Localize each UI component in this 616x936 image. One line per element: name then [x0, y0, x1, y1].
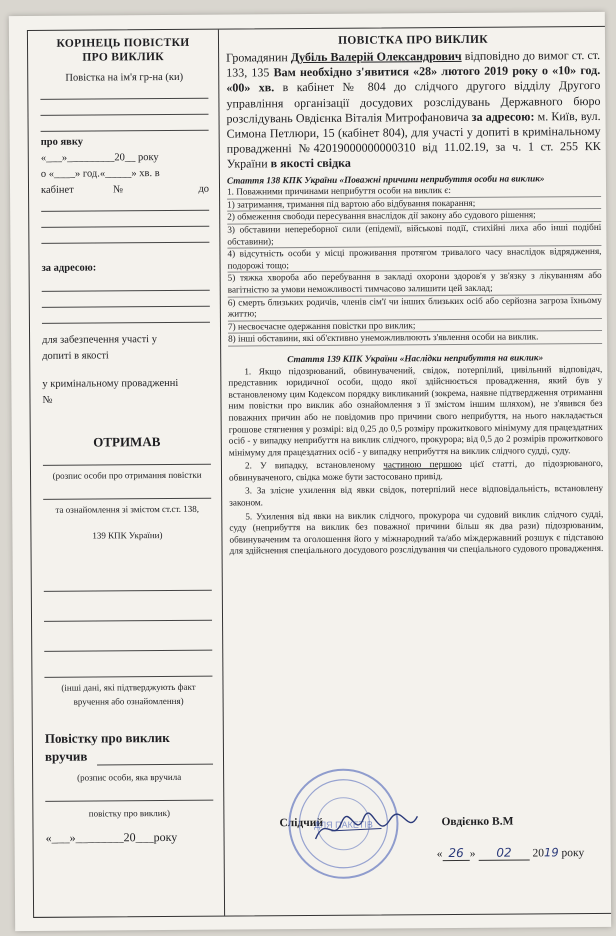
- stamp-text: ДЛЯ ПАКЕТІВ: [314, 819, 373, 830]
- stub-title: [28, 36, 218, 65]
- article-138-title: Стаття 138 КПК України «Поважні причини неприбуття особи на виклик»: [226, 172, 545, 186]
- stub-rule: [42, 290, 210, 292]
- stub-rule: [41, 130, 209, 132]
- stub-crim-no: №: [42, 394, 53, 406]
- notice-text-a: відповідно до вимог ст. ст. 133, 135: [226, 47, 601, 80]
- delivered-note2: повістку про виклик): [88, 807, 170, 819]
- delivered-line1: Повістку про виклик: [44, 729, 170, 746]
- article-138: [227, 173, 602, 347]
- article-138-item: 7) несвоєчасне одержання повістки про виклик;: [228, 319, 602, 334]
- notice-text-e: м. Київ, вул. Симона Петлюри, 15 (кабінет 804), для участі у допиті в кримінальному провадженні №42019000000000310 від 11.02.19, за ч. 1 ст. 255 КК України: [226, 108, 601, 171]
- received-note3: 139 КПК України): [92, 530, 163, 541]
- date-year-prefix: 20: [529, 847, 545, 860]
- stub-for-line1: для забезпечення участі у: [42, 334, 157, 346]
- stub-address-label: за адресою:: [41, 262, 97, 274]
- other-note2: вручення або ознайомлення): [73, 695, 184, 707]
- stub-rule: [45, 800, 213, 802]
- stub-rule: [44, 620, 212, 622]
- stub-rule: [40, 98, 208, 100]
- other-note1: (інші дані, які підтверджують факт: [61, 681, 196, 693]
- notice-title: ПОВІСТКА ПРО ВИКЛИК: [338, 33, 488, 47]
- article-138-item: 2) обмеження свободи пересування внаслідок дії закону або судового рішення;: [227, 209, 601, 224]
- stub-date-line: «___»_________20__ року: [40, 152, 159, 164]
- article-139: [228, 352, 603, 558]
- article-138-item: 1) затримання, тримання під вартою або відбування покарання;: [227, 197, 601, 212]
- stub-rule: [44, 676, 212, 678]
- article-139-p1: 1. Якщо підозрюваний, обвинувачений, свідок, потерпілий, цивільний відповідач, представник юридичної особи, щодо якої здійснюється провадження, який був у встановленому цим Кодексом порядку викликаний (зокрема, наявне підтвердження отримання ним повістки про виклик або ознайомлення з її змістом іншим шляхом), не з'явився без поважних причин або не повідомив про причини свого неприбуття, на нього накладається грошове стягнення у розмірі: від 0,25 до 0,5 розміру прожиткового мінімуму для працездатних осіб - у випадку неприбуття на виклик слідчого, прокурора; від 0,5 до 2 розмірів прожиткового мінімуму для працездатних осіб - у випадку неприбуття на виклик слідчого судді, суду.: [228, 363, 603, 458]
- notice-text-d: за адресою:: [471, 109, 535, 124]
- citizen-name: Дубіль Валерій Олександрович: [290, 48, 462, 65]
- stub-rule: [41, 114, 209, 116]
- stub-rule: [43, 464, 211, 466]
- date-year-handwritten: 19: [543, 845, 559, 860]
- citizen-label: Громадянин: [226, 50, 288, 65]
- stub-title-line2: ПРО ВИКЛИК: [82, 51, 164, 64]
- received-note2: та ознайомлення зі змістом ст.ст. 138,: [55, 503, 200, 515]
- document-frame: [27, 26, 611, 918]
- notice-text-b: Вам необхідно з'явитися «28» лютого 2019 року о «10» год. «00» хв.: [226, 63, 601, 95]
- stub-rule: [41, 242, 209, 244]
- stub-cabinet-label: кабінет: [40, 184, 74, 196]
- stub-date-bottom: «___»________20___року: [45, 829, 178, 845]
- stub-rule: [43, 498, 211, 500]
- summons-sheet: [9, 12, 611, 931]
- stub-rule: [42, 306, 210, 308]
- handwritten-signature: [311, 808, 421, 849]
- article-139-p4: 5. Ухилення від явки на виклик слідчого, прокурора чи судовий виклик слідчого судді, суду (неприбуття на виклик без поважної причини більш як два рази) підозрюваним, обвинуваченим та оголошення його у міжнародний та/або міждержавний розшук є підставою для здійснення спеціального досудового розслідування чи спеціального судового провадження.: [229, 508, 604, 557]
- article-138-item: 8) інші обставини, які об'єктивно унеможливлюють з'явлення особи на виклик.: [228, 331, 602, 346]
- delivered-line2: вручив: [44, 748, 88, 764]
- article-138-item: 3) обставини непереборної сили (епідемії, військові події, стихійні лиха або інші подібні обставини);: [227, 222, 601, 249]
- stub-title-line1: КОРІНЕЦЬ ПОВІСТКИ: [56, 36, 190, 50]
- article-138-item: 6) смерть близьких родичів, членів сім'ї чи інших близьких осіб або серйозна загроза їхньому життю;: [228, 295, 602, 322]
- stub-to-label: до: [198, 183, 210, 195]
- date-day-handwritten: 26: [442, 846, 469, 861]
- article-139-p2: [229, 458, 603, 484]
- notice-text-c: в кабінет № 804 до слідчого другого відділу Другого управління організації досудових розслідувань Державного бюро розслідувань Овдієнка Віталія Митрофановича: [226, 78, 601, 126]
- stub-rule: [44, 650, 212, 652]
- article-138-item: 4) відсутність особи у місці проживання протягом тривалого часу внаслідок відрядження, подорожі тощо;: [227, 246, 601, 273]
- article-138-item: 1. Поважними причинами неприбуття особи на виклик є:: [227, 184, 601, 199]
- date-month-handwritten: 02: [478, 845, 529, 860]
- date-close-quote: »: [469, 847, 479, 860]
- date-suffix: року: [558, 847, 585, 860]
- stub-time-line: о «____» год.«_____» хв. в: [40, 168, 160, 180]
- received-title: ОТРИМАВ: [93, 434, 161, 450]
- article-139-title: Стаття 139 КПК України «Наслідки неприбуття на виклик»: [287, 352, 544, 365]
- stub-number-sign: №: [112, 184, 124, 196]
- stub-appear-label: про явку: [40, 136, 84, 148]
- article-138-list: [227, 184, 602, 346]
- notice-main-paragraph: [226, 48, 601, 172]
- stub-rule: [44, 590, 212, 592]
- date-open-quote: «: [436, 848, 443, 861]
- stub-rule: [41, 226, 209, 228]
- article-139-p3: 3. За злісне ухилення від явки свідок, потерпілий несе відповідальність, встановлену законом.: [229, 483, 604, 508]
- article-138-item: 5) тяжка хвороба або перебування в закладі охорони здоров'я у зв'язку з лікуванням або вагітністю за умови неможливості тимчасово залишити цей заклад;: [228, 270, 602, 297]
- delivered-note1: (розпис особи, яка вручила: [77, 771, 182, 783]
- stub-name-label: Повістка на ім'я гр-на (ки): [65, 71, 184, 84]
- article-139-p2-post: цієї статті, до підозрюваного, обвинуваченого, свідка може бути застосовано привід.: [229, 458, 603, 483]
- investigator-name: Овдієнко В.М: [441, 815, 514, 829]
- notice-text-f: в якості свідка: [270, 156, 351, 171]
- signature-date: [437, 845, 585, 860]
- investigator-label-text: Слідчий: [279, 816, 324, 830]
- article-139-p2-link: частиною першою: [383, 459, 462, 470]
- article-139-p2-pre: 2. У випадку, встановленому: [244, 459, 384, 471]
- stub-crim-line: у кримінальному провадженні: [42, 377, 179, 390]
- stub-for-line2: допиті в якості: [42, 350, 109, 362]
- stub-rule: [41, 210, 209, 212]
- received-note1: (розпис особи про отримання повістки: [52, 469, 202, 481]
- stub-rule: [97, 764, 213, 766]
- stub-cabinet-row: [41, 184, 209, 196]
- stub-column: [28, 30, 224, 917]
- stub-rule: [42, 322, 210, 324]
